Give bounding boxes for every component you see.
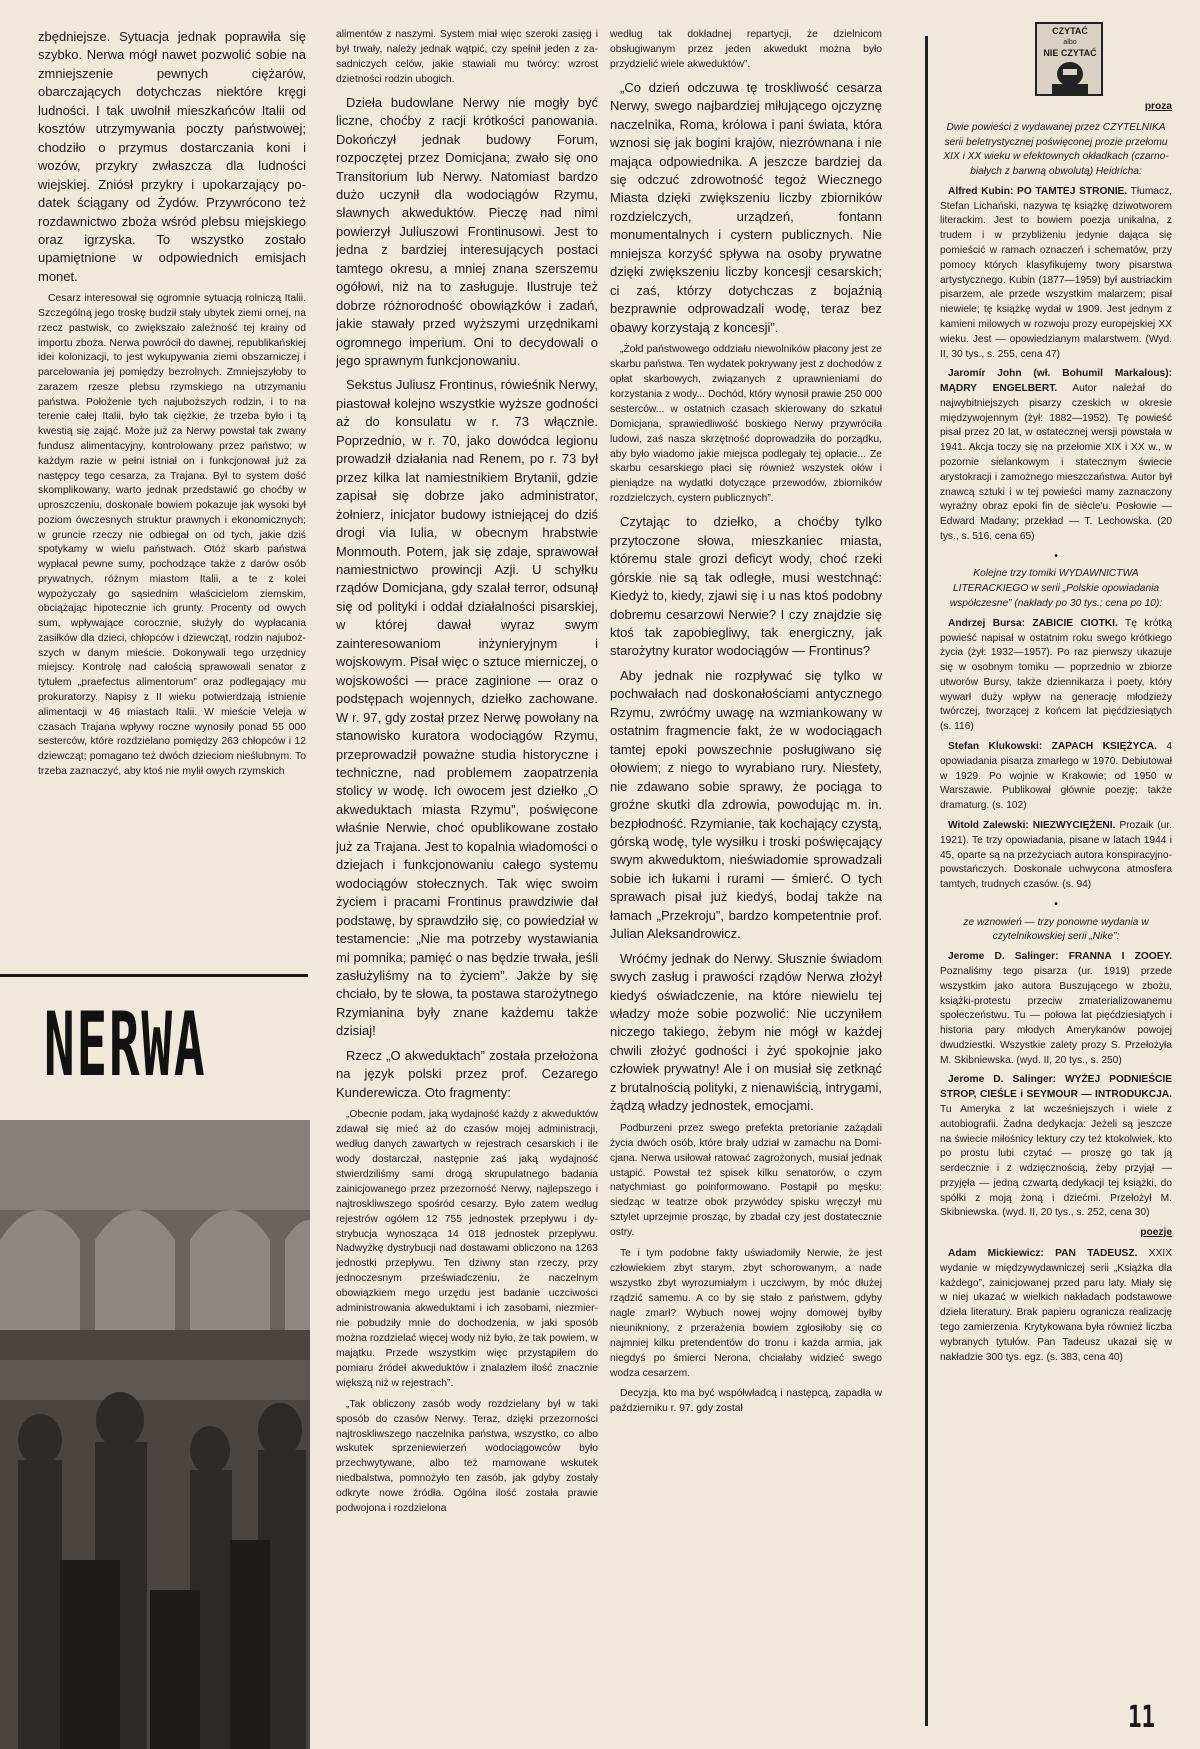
review-body: Tłumacz, Stefan Lichański, nazywa tę książkę dziwotworem literackim. Jest to bowiem poezja unikalna, z trudem i w przybliżeniu jedynie dająca się pomieścić w ramach oznaczeń i schematów, przy pomocy których klasyfikujemy twory pisarstwa artystycznego. Kubin (1877—1959) był austriackim pisarzem, ale przede wszystkim malarzem; pisał niewiele; tę książkę wydał w 1909. Jest jednym z kamieni milowych w rozwoju prozy europejskiej XX wieku. Jest — opowiedzianym malarstwem. (Wyd. II, 30 tys., s. 255, cena 47) <box>940 185 1172 360</box>
review-heading: Witold Zalewski: NIEZWYCIĘŻENI. <box>948 819 1116 831</box>
review-heading: Jaromír John (wł. Bohumil Markalous): MĄDRY ENGELBERT. <box>940 368 1172 395</box>
review-entry <box>940 1073 1172 1221</box>
review-body: 4 opowiadania pisarza zmarłego w 1970. Debiutował w 1929. Po wojnie w Krakowie; od 1950 w Warszawie. Publikował głównie poezję; także dramaturg. (s. 102) <box>940 741 1172 812</box>
title-block <box>0 990 310 1110</box>
quote-paragraph: „Tak obliczony zasób wody rozdzielany był w taki sposób do czasów Nerwy. Teraz, dzięki przezorności najtroskliwszego naczelnika państwa, wszystko, co albo wskutek sprzeniewierzeń wodociągowców było przechwytywane, albo też marnowane wskutek niedbalstwa, pomnożyło ten zasób, jak gdyby zostały odkryte nowe źródła. Ogólna ilość została prawie podwojona i rozdzielona <box>336 1398 598 1515</box>
review-entry <box>940 185 1172 362</box>
review-entry <box>940 950 1172 1068</box>
paragraph: Aby jednak nie rozpływać się tylko w pochwałach nad doskonałościami antycznego Rzymu, zwróćmy uwagę na wzmiankowany w ostatnim fragmencie fakt, że w wodociągach tamtej epoki powszechnie posługiwano się ołowiem; z niego to wyrabiano rury. Niestety, nie zdawano sobie sprawy, że pociąga to groźne skutki dla zdrowia, powodując m. in. bezpłodność. Rzymianie, tak kochający czystą, górską wodę, tyle wysiłku i troski poświęcający swym akweduktom, nieświadomie sprowadzali sobie ich łukami i rurami — śmierć. O tych sprawach pisał już kiedyś, bodaj także na łamach „Przekroju”, bardzo kompetentnie prof. Julian Aleksandrowicz. <box>610 667 882 942</box>
paragraph: zbędniejsze. Sytuacja jednak poprawiła się szybko. Nerwa mógł nawet pozwolić sobie na zmniejszenie pewnych ciężarów, obarczających dotychczas niektóre kręgi ludności. I tak uwolnił mieszkańców Italii od kosztów utrzymywania poczty państwowej; chodziło o przymus dostarczania koni i wozów, przykry zwłaszcza dla ludności wiejskiej. Zniósł przykry i upokarzający podatek ściągany od Żydów. Przywrócono też rozdawnictwo zboża wśród plebsu miejskiego oraz igrzyska. To wszystko zostało upamiętnione w odpowiednich emisjach monet. <box>38 29 306 284</box>
column-3 <box>610 28 882 1718</box>
review-heading: Jerome D. Salinger: FRANNA I ZOOEY. <box>948 951 1172 963</box>
book-reviews-column <box>940 96 1172 1696</box>
column-1 <box>38 28 306 963</box>
divider <box>0 974 308 977</box>
review-heading: Stefan Klukowski: ZAPACH KSIĘŻYCA. <box>948 741 1157 753</box>
bullet-separator: • <box>1054 898 1058 910</box>
article-title: NERWA <box>44 993 207 1096</box>
quote-paragraph: „Co dzień odczuwa tę troskliwość cesarza Nerwy, swego najbardziej miłującego ojczyznę naczelnika, Roma, królowa i pani świata, która wznosi się jak bogini krajów, niezrównana i nie mająca odpowiednika. A jeszcze bardziej da się odczuć zdrowotność tegoż Wiecznego Miasta dzięki zwiększeniu liczby zbiorników rozdzielczych, urządzeń, fontann monumentalnych i cystern publicznych. Nie mniejsza korzyść spływa na osoby prywatne dzięki zwiększeniu liczby koncesji cesarskich; ci zaś, którzy dotychczas z bojaźnią bezprawnie odprowadzali wodę, teraz bez obawy korzystają z koncesji”. <box>610 79 882 335</box>
paragraph: alimentów z naszymi. System miał więc szeroki zasięg i był trwały, należy jednak wątpić, czy spełnił jeden z zasadniczych celów, jakie stawiali mu twórcy: wzrost dzietności rodzin ubogich. <box>336 29 598 85</box>
review-heading: Alfred Kubin: PO TAMTEJ STRONIE. <box>948 185 1128 197</box>
paragraph: Sekstus Juliusz Frontinus, rówieśnik Nerwy, piastował kolejno wszystkie wyższe godności aż do konsulatu w r. 73 włącznie. Poprzednio, w r. 70, jako dowódca legionu prowadził działania nad Renem, po r. 73 był przez kilka lat namiestnikiem Brytanii, gdzie zapisał się dobrze jako administrator, żołnierz, inicjator budowy istniejącej do dziś drogi via Iulia, w obecnym hrabstwie Monmouth. Potem, jak się zdaje, sprawował namiestnictwo prowincji Azji. U schyłku rządów Domicjana, gdy szalał terror, odsunął się od polityki i oddał działalności pisarskiej, w której dawał wyraz swym zainteresowaniom inżynieryjnym i wojskowym. Pisał więc o sztuce mierniczej, o wojskowości — prace zaginione — oraz o podstępach wojennych, dziełko zachowane. W r. 97, gdy został przez Nerwę powołany na stanowisko kuratora wodociągów Rzymu, przeprowadził poważne studia historyczne i techniczne, nad problemem zaopatrzenia stolicy w wodę. Ich owocem jest dziełko „O akweduktach miasta Rzymu”, poświęcone właśnie Nerwie, choć opublikowane zostało już za Trajana. Jest to kopalnia wiadomości o dziejach i funkcjonowaniu całego systemu wodociągów stołecznych. Tak więc swoim życiem i pracami Frontinus prawdziwie dał podstawę, by sprawdziło się, co powiedział w testamencie: „Nie ma potrzeby wystawiania mi pomnika; pamięć o nas będzie trwała, jeśli zasłużyliśmy na to życiem”. Jakże by się chciało, by te słowa, ta postawa starożytnego Rzymianina były znane każdemu także dzisiaj! <box>336 377 598 1039</box>
paragraph: Wróćmy jednak do Nerwy. Słusznie świadom swych zasług i prawości rządów Nerwa złożył kiedyś oświadczenie, na które niewielu tej władzy może sobie pozwolić: Nie uczyniłem niczego takiego, żebym nie mógł w każdej chwili złożyć godności i żyć spokojnie jako człowiek prywatny! Ale i on musiał się zetknąć z brutalnością polityki, z nienawiścią, intrygami, żądzą władzy jednostek, emocjami. <box>610 950 882 1114</box>
column-divider <box>925 36 928 1726</box>
paragraph: Podburzeni przez swego prefekta pretorianie zażądali życia dwóch osób, które brały udział w zamachu na Domicjana. Nerwa usiłował ratować zagrożonych, musiał jednak ustąpić. Powstał też spisek kilku senatorów, o czym natychmiast go poinformowano. Postąpił po męsku: siedząc w teatrze obok przywódcy spisku wręczył mu sztylet uprzejmie prosząc, by zbadał czy jest dostatecznie ostry. <box>610 1122 882 1239</box>
column-2 <box>336 28 598 1718</box>
review-heading: Adam Mickiewicz: PAN TADEUSZ. <box>948 1248 1138 1260</box>
paragraph: Dzieła budowlane Nerwy nie mogły być liczne, choćby z racji krótkości panowania. Dokończył jednak budowy Forum, rozpoczętej przez Domicjana; zwało się ono Transitorium lub Nerwy. Natomiast bardzo dużo uczynił dla wodociągów Rzymu, sławnych akweduktów. Pieczę nad nimi powierzył Juliuszowi Frontinusowi. Jest to jedna z bardziej interesujących postaci tamtego okresu, a mniej znana szerszemu ogółowi, niż na to zasługuje. Ilustruje też dobrze różnorodność obowiązków i zadań, jakie stawały przed wyższymi urzędnikami ogromnego imperium. Oni to decydowali o jego sprawnym funkcjonowaniu. <box>336 94 598 369</box>
review-body: Autor należał do najwybitniejszych pisarzy czeskich w okresie międzywojennym (żył: 1882—1952). Tę powieść pisał przez 20 lat, w ostatecznej wersji powstała w 1941. Akcja toczy się na przełomie XIX i XX w., w pozornie sielankowym i statecznym świecie arystokracji i zamożnego mieszczaństwa. Autor był znawcą sztuki i w tej powieści mamy zaznaczony wyraźny obraz epoki fin de siècle'u. Posłowie — Edward Madany; przekład — T. Lechowska. (20 tys., s. 516, cena 65) <box>940 383 1172 542</box>
logo-text <box>1041 26 1099 59</box>
logo-line: albo <box>1063 39 1077 46</box>
review-heading: Andrzej Bursa: ZABICIE CIOTKI. <box>948 617 1118 629</box>
intro-text: ze wznowień — trzy ponowne wydania w czytelnikowskiej serii „Nike”: <box>963 916 1149 943</box>
review-body: Poznaliśmy tego pisarza (ur. 1919) przede wszystkim jako autora Buszującego w zbożu, książki-protestu przeciw zmaterializowanemu społeczeństwu. Tu — połowa lat pięćdziesiątych i historia pary młodych Amerykanów powojej dwudziestki. Wszystkie zalety prozy S. Przełożyła M. Skibniewska. (wyd. II, 20 tys., s. 250) <box>940 965 1172 1066</box>
paragraph: Czytając to dziełko, a choćby tylko przytoczone słowa, mieszkaniec miasta, któremu stale grozi deficyt wody, choć rzeki górskie nie są tak odległe, musi westchnąć: Kiedyż to, kiedy, zjawi się i u nas ktoś podobny dobremu cesarzowi Nerwie? I czy znajdzie się ktoś tak zapobiegliwy, tak energiczny, jak starożytny kurator wodociągów — Frontinus? <box>610 514 882 659</box>
review-entry <box>940 617 1172 735</box>
review-entry <box>940 367 1172 544</box>
review-entry <box>940 740 1172 814</box>
aqueduct-photo <box>0 1120 310 1749</box>
intro-text: Dwie powieści z wydawanej przez CZYTELNIKA serii beletrystycznej poświęconej prozie przełomu XIX i XX wieku w efektownych okładkach (czarno-białych z barwną obwolutą) Heidricha: <box>943 121 1169 178</box>
review-body: Tę krótką powieść napisał w ostatnim roku swego krótkiego życia (żył: 1932—1957). Po raz pierwszy ukazuje się w osobnym tomiku — poprzednio w zbiorze utworów Bursy, także dziennikarza i poety, który wywarł duży wpływ na generację młodzieży twórczej, tworzącej z końcem lat pięćdziesiątych (s. 116) <box>940 617 1172 733</box>
quote-paragraph: według tak dokładnej repartycji, że dzielnicom obsługiwanym przez jeden akwedukt można było przydzielić wiele akweduktów”. <box>610 29 882 70</box>
logo-line: NIE CZYTAĆ <box>1043 48 1097 58</box>
aqueduct-illustration <box>0 1120 310 1749</box>
logo-line: CZYTAĆ <box>1052 26 1088 36</box>
bullet-separator: • <box>1054 550 1058 562</box>
review-body: XXIX wydanie w międzywydawniczej serii „Książka dla każdego”, zainicjowanej przed paru laty. Miały się w niej ukazać w wielkich nakładach podstawowe dzieła literatury. Brak papieru ogranicza realizację tego zamierzenia. Krytykowana była również liczba wybranych tytułów. Pan Tadeusz ukazał się w nakładzie 300 tys. egz. (s. 383, cena 40) <box>940 1248 1172 1363</box>
review-entry <box>940 1247 1172 1365</box>
column-logo <box>1035 22 1103 96</box>
paragraph: Cesarz interesował się ogromnie sytuacją rolniczą Italii. Szczególną jego troskę budził stały ubytek ziemi ornej, na rzecz pastwisk, co zwiększało zależność tej krainy od importu zboża. Nerwa powrócił do dawnej, republikańskiej idei kolonizacji, to jest wykupywania ziemi obszarniczej i parcelowania jej pomiędzy bezrolnych. Zmniejszyłoby to zarazem rzesze plebsu rzymskiego na utrzymaniu państwa. Położenie tych najuboższych rodzin, i to na terenie całej Italii, było tak ciężkie, że trzeba było i tą kwestią się zająć. Może już za Nerwy powstał tak zwany fundusz alimentacyjny, kontrolowany przez państwo; w każdym razie w pełni istniał on i funkcjonował już za następcy tego cesarza, za Trajana. Był to system dość skomplikowany, warto jednak przedstawić go choćby w uproszczeniu, doskonale bowiem pokazuje jak wysoki był poziom ówczesnych struktur prawnych i ekonomicznych; w gruncie rzeczy nie odbiegał on od tych, jakie dziś spotykamy w wielu państwach. Otóż skarb państwa wypłacał pewne sumy, pochodzące także z darów osób prywatnych, różnym miastom Italii, a te z kolei wypożyczały go sąsiednim właścicielom ziemskim, obciążając hipotecznie ich grunty. Procenty od owych sum, wpływające corocznie, służyły do wypłacania zasiłków dla dzieci, chłopców i dziewcząt, rodzin najuboższych w danym mieście. Dokonywali tego urzędnicy miejscy. Kontrolę nad całością sprawowali senator z tytułem „praefectus alimentorum” oraz podlegający mu prokuratorzy. Napisy z II wieku potwierdzają istnienie alimentacji w 46 miastach Italii. W mieście Veleja w czasach Trajana wpływy roczne wynosiły ponad 55 000 sesterców, które rozdzielano pomiędzy 263 chłopców i 12 dziewcząt; pomagano też dwóch dzieciom nieślubnym. To trzeba zaznaczyć, aby ktoś nie mylił owych rzymskich <box>38 293 306 777</box>
review-heading: Jerome D. Salinger: WYŻEJ PODNIEŚCIE STROP, CIEŚLE i SEYMOUR — INTRODUKCJA. <box>940 1074 1172 1101</box>
quote-paragraph: „Obecnie podam, jaką wydajność każdy z akweduktów zdawał się mieć aż do czasów mojej administracji, według danych zawartych w rejestrach cesarskich i ile wody dostarczał, następnie zaś jaką wydajność stwierdziliśmy sami drogą skrupulatnego badania zainicjowanego przez przezorność Nerwy, najlepszego i najtroskliwszego spośród cesarzy. Było zatem według rejestrów ogółem 12 755 jednostek przepływu i dystrybucja wynosząca 14 018 jednostek przepływu. Nadwyżkę dystrybucji nad dostawami obliczono na 1263 jednostki przepływu. Ten dziwny stan rzeczy, przy jednoczesnym przeświadczeniu, że naczelnym obowiązkiem mego urzędu jest badanie uczciwości administrowania akweduktami i ich zasobami, niezmiernie pobudziły mnie do dochodzenia, w jaki sposób można rozdzielać więcej wody niż było, że tak powiem, w majątku. Przede wszystkim więc przystąpiłem do pomiaru źródeł akweduktów i znalazłem ilość znacznie większą niż w rejestrach”. <box>336 1109 598 1389</box>
quote-paragraph: „Żołd państwowego oddziału niewolników płacony jest ze skarbu państwa. Ten wydatek pokrywany jest z dochodów z opłat skarbowych, związanych z uprawnieniami do korzystania z wody... Dochód, który wynosił prawie 250 000 sesterców... w ostatnich czasach skierowany do szkatuł Domicjana, sprawiedliwość boskiego Nerwy przywróciła ludowi, zaś nasza skrzętność doprowadziła do porządku, aby było wiadomo jakie miejsca podlegały tej opłacie... Ze skarbu cesarskiego płaci się również wszystek ołów i pieniądze na wydatki dotyczące przewodów, zbiorników rozdzielczych, cystern publicznych”. <box>610 344 882 505</box>
paragraph: Rzecz „O akweduktach” została przełożona na język polski przez prof. Cezarego Kunderewicza. Oto fragmenty: <box>336 1047 598 1100</box>
intro-text: Kolejne trzy tomiki WYDAWNICTWA LITERACKIEGO w serii „Polskie opowiadania współczesne” (nakłady po 30 tys.; cena po 10): <box>949 568 1163 609</box>
section-tag-prose: proza <box>1144 101 1172 112</box>
review-body: Prozaik (ur. 1921). Te trzy opowiadania, pisane w latach 1944 i 45, oparte są na przeżyciach autora konspiracyjno-powstańczych. Doskonale uchwycona atmosfera tamtych, trudnych czasów. (s. 94) <box>940 819 1172 891</box>
page-number: 11 <box>1128 1700 1156 1735</box>
section-tag-poetry: poezje <box>1140 1227 1172 1239</box>
reader-icon <box>1038 60 1102 96</box>
paragraph: Decyzja, kto ma być współwładcą i następcą, zapadła w październiku r. 97. gdy został <box>610 1388 882 1415</box>
review-body: Tu Ameryka z lat wcześniejszych i wiele z autobiografii. Żadna dedykacja: Jeżeli są jeszcze na świecie miłośnicy lektury czy też ktokolwiek, kto po prostu lubi czytać — proszę go tak ją serdecznie i z wdzięcznością, żeby przyjął — przyjęła — jedną czwartą dedykacji tej książki, do spółki z moją żoną i dziećmi. Przełożył M. Skibniewska. (wyd. II, 20 tys., s. 252, cena 30) <box>940 1104 1172 1219</box>
paragraph: Te i tym podobne fakty uświadomiły Nerwie, że jest człowiekiem zbyt starym, zbyt schorowanym, a nade wszystko zbyt wyrozumiałym i uczciwym, by móc dłużej rządzić samemu. A co by się stało z państwem, gdyby nagle zmarł? Wybuch nowej wojny domowej byłby nieunikniony, z przerażenia bowiem zgłosiłoby się co najmniej kilku pretendentów do tronu i każda armia, jak niegdyś po śmierci Nerona, chciałaby widzieć swego wodza cesarzem. <box>610 1248 882 1379</box>
review-entry <box>940 819 1172 893</box>
